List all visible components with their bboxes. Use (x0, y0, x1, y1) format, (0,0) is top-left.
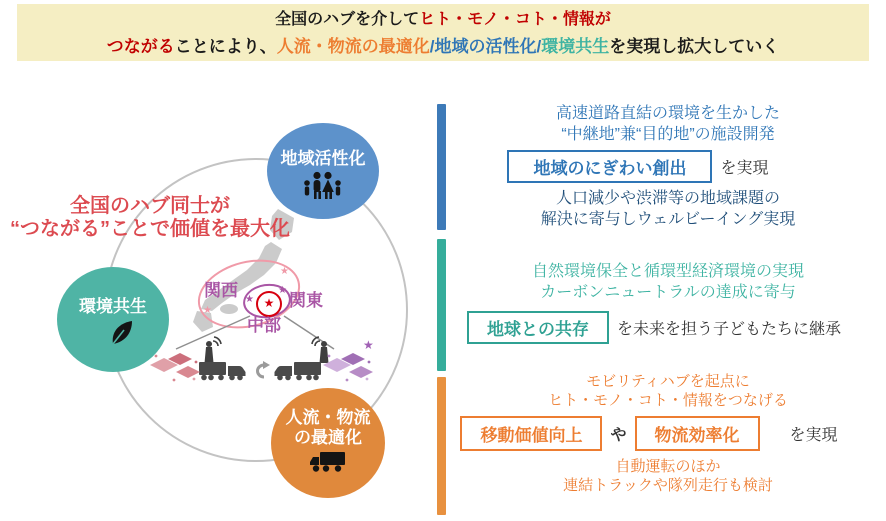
section-mobility-mid: や (610, 427, 627, 444)
section-environment-line1: 自然環境保全と循環型経済環境の実現 (531, 263, 804, 280)
city-icon-right (323, 350, 375, 384)
truck-icon-left (199, 362, 246, 380)
banner-line2-blue: 地域の活性化 (434, 37, 537, 56)
bubble-environment (57, 267, 169, 372)
section-environment-boxrow (436, 311, 872, 344)
banner-line2-slash1: / (429, 37, 435, 56)
section-mobility-sub1: 自動運転のほか (615, 458, 721, 475)
truck-icon-right (275, 362, 322, 380)
section-mobility-line1: モビリティハブを起点に (586, 373, 750, 390)
city-icon-left (150, 350, 202, 384)
section-mobility-line2: ヒト・モノ・コト・情報をつなげる (548, 392, 788, 409)
star-icon: ★ (203, 305, 212, 316)
diagram-headline-line2: “つながる”ことで価値を最大化 (10, 218, 290, 240)
section-regional-suffix: を実現 (720, 160, 769, 177)
banner-line1-red: ヒト・モノ・コト・情報が (419, 11, 611, 28)
highlight-box-logistics-efficiency: 物流効率化 (635, 416, 760, 451)
highlight-box-nigiwai: 地域のにぎわい創出 (507, 150, 712, 183)
map-label-kanto: 関東 (289, 291, 323, 310)
section-mobility-suffix: を実現 (789, 427, 838, 444)
banner-line2 (17, 33, 869, 60)
bubble-logistics-label2: の最適化 (294, 428, 362, 447)
banner-line2-teal: 環境共生 (541, 37, 610, 56)
highlight-box-earth: 地球との共存 (467, 311, 609, 344)
star-icon: ★ (363, 338, 374, 352)
section-regional-boxrow (420, 150, 856, 183)
section-environment-line2: カーボンニュートラルの達成に寄与 (540, 284, 796, 301)
section-regional-line1: 高速道路直結の環境を生かした (555, 105, 780, 122)
banner-line2-slash2: / (536, 37, 542, 56)
banner-line2-black2: を実現し拡大していく (609, 37, 780, 56)
map-label-kansai: 関西 (204, 281, 238, 300)
section-mobility-boxrow (431, 416, 867, 451)
star-icon: ★ (245, 294, 254, 305)
top-banner (17, 4, 869, 61)
bubble-logistics (271, 388, 385, 498)
banner-line2-black1: ことにより、 (174, 37, 277, 56)
accent-bar-environment (437, 239, 446, 371)
bubble-regional-label: 地域活性化 (280, 149, 366, 168)
bubble-environment-label: 環境共生 (79, 297, 147, 316)
star-icon: ★ (280, 266, 289, 277)
star-icon: ★ (263, 296, 275, 310)
section-environment (450, 261, 886, 344)
section-environment-suffix: を未来を担う子どもたちに継承 (616, 321, 841, 338)
diagram-headline-line1: 全国のハブ同士が (70, 195, 230, 217)
star-icon: ★ (278, 285, 287, 296)
leaf-icon (107, 319, 137, 349)
banner-line1 (17, 6, 869, 33)
diagram-headline (5, 195, 295, 241)
trucks-transfer-scene (199, 357, 321, 383)
truck-icon (309, 450, 347, 473)
section-regional (450, 103, 886, 230)
section-mobility (450, 372, 886, 495)
map-label-chubu: 中部 (247, 316, 281, 335)
family-icon (301, 170, 345, 200)
section-regional-sub1: 人口減少や渋滞等の地域課題の (555, 190, 780, 207)
section-regional-sub2: 解決に寄与しウェルビーイング実現 (540, 211, 796, 228)
bubble-logistics-label1: 人流・物流 (285, 408, 371, 427)
highlight-box-mobility-value: 移動価値向上 (460, 416, 602, 451)
uturn-arrow-icon (258, 361, 271, 377)
banner-line2-red: つながる (106, 37, 175, 56)
banner-line1-black: 全国のハブを介して (275, 11, 420, 28)
banner-line2-orange: 人流・物流の最適化 (276, 37, 430, 56)
section-regional-line2: “中継地”兼“目的地”の施設開発 (561, 126, 775, 143)
bubble-regional-vitalization (267, 123, 379, 219)
section-mobility-sub2: 連結トラックや隊列走行も検討 (563, 477, 773, 494)
